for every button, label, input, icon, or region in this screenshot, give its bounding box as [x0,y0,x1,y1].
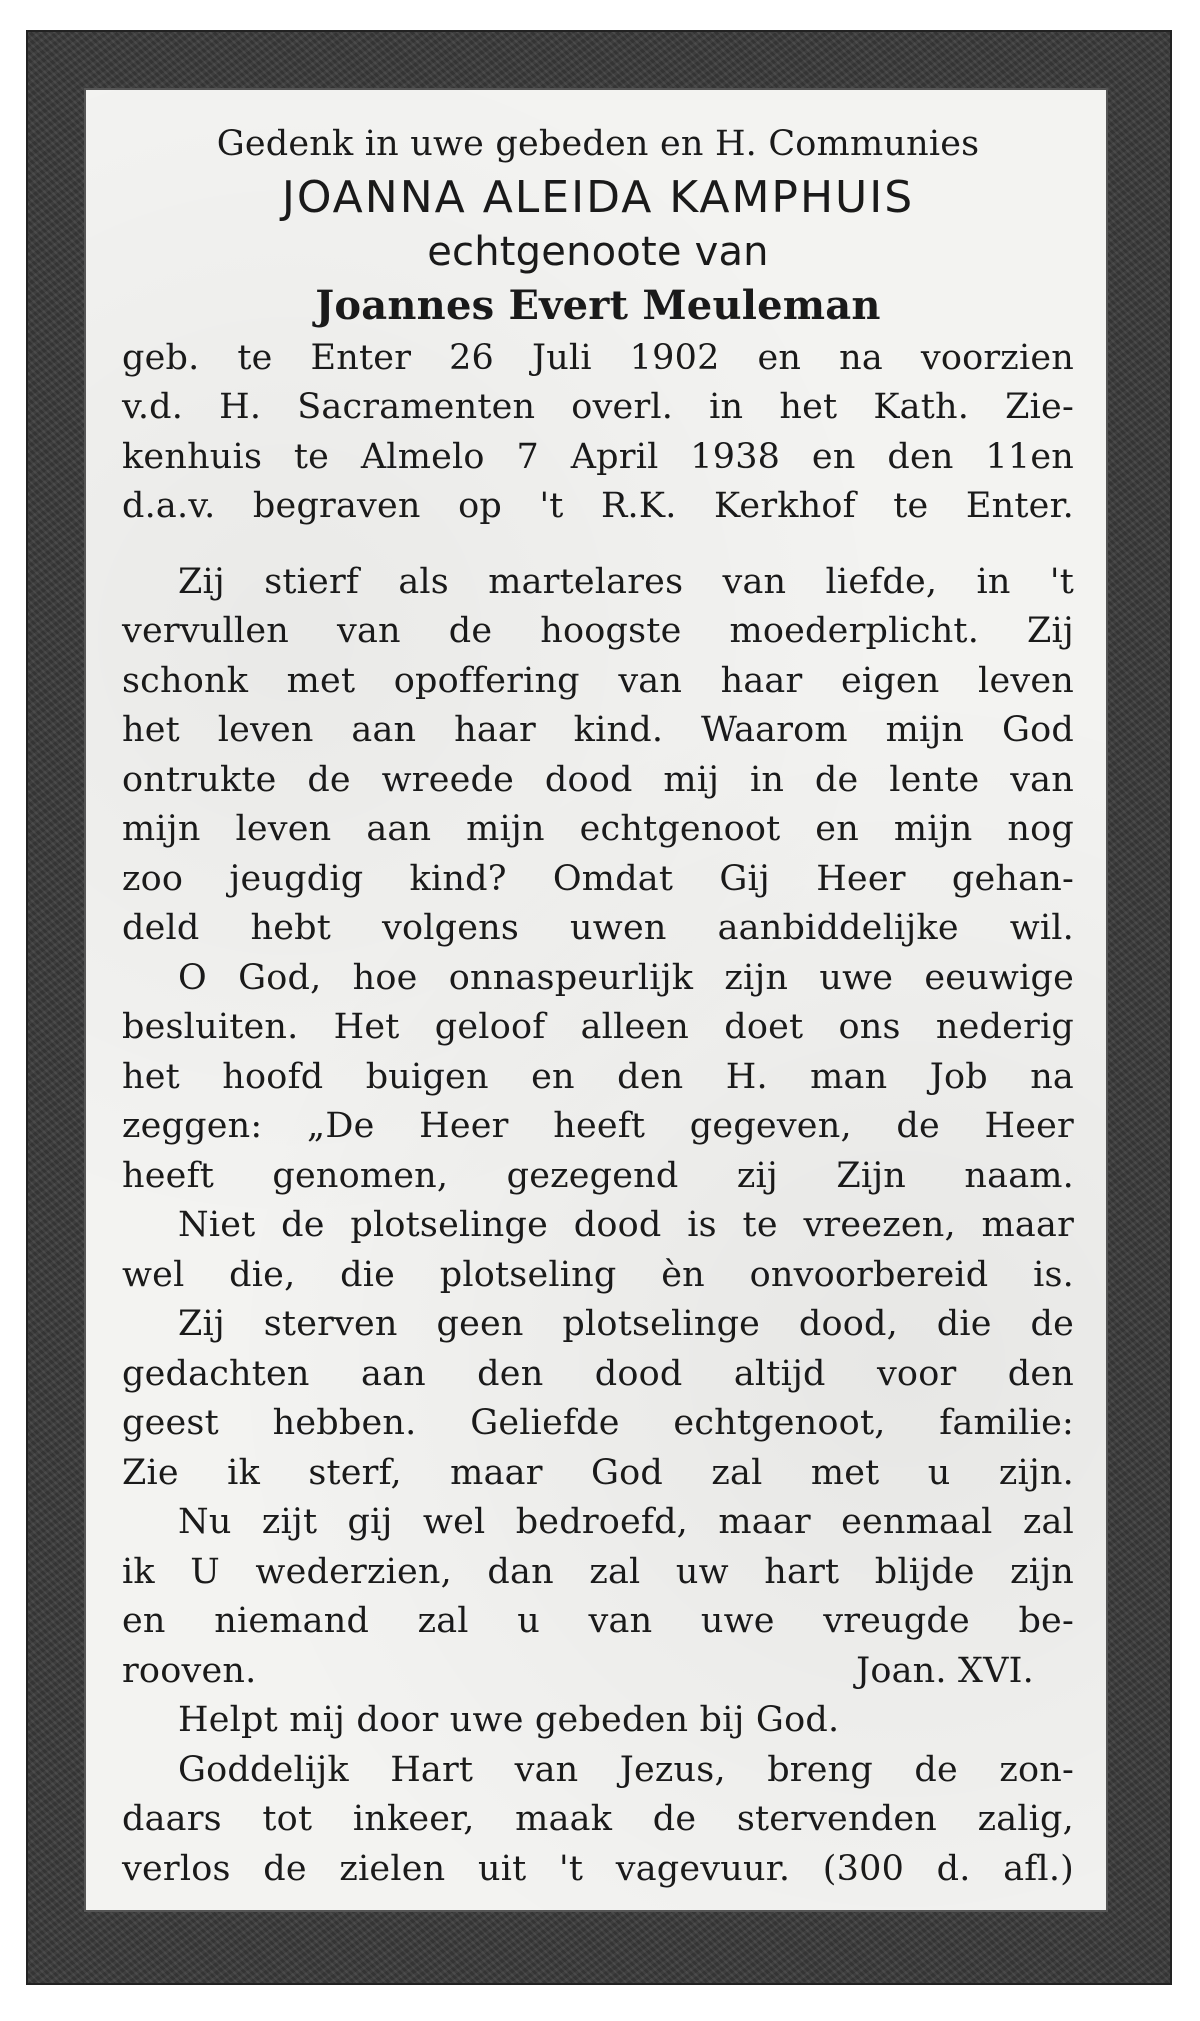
body-line: mijn leven aan mijn echtgenoot en mijn nog [122,809,1074,849]
body-line: deld hebt volgens uwen aanbiddelijke wil. [122,908,1074,948]
body-line: ontrukte de wreede dood mij in de lente van [122,759,1074,800]
prayer-line: Helpt mij door uwe gebeden bij God. [178,1700,840,1740]
section-gap [122,532,1074,558]
body-line: zoo jeugdig kind? Omdat Gij Heer gehan- [122,858,1074,899]
details-line: kenhuis te Almelo 7 April 1938 en den 11en [122,436,1074,477]
body-line: het hoofd buigen en den H. man Job na [122,1056,1074,1097]
body-line: heeft genomen, gezegend zij Zijn naam. [122,1155,1074,1196]
details-line: geb. te Enter 26 Juli 1902 en na voorzien [122,337,1074,378]
body-line: geest hebben. Geliefde echtgenoot, familie: [122,1403,1074,1443]
scripture-reference: Joan. XVI. [856,1650,1034,1691]
prayer-line: daars tot inkeer, maak de stervenden zalig, [122,1799,1074,1839]
body-line: besluiten. Het geloof alleen doet ons nederig [122,1007,1074,1047]
spouse-label: echtgenoote van [427,228,769,275]
memorial-card [86,90,1106,1910]
closing-line [122,1647,1074,1697]
details-line: v.d. H. Sacramenten overl. in het Kath. Zie- [122,387,1074,427]
deceased-name: JOANNA ALEIDA KAMPHUIS [281,171,915,223]
body-line: Nu zijt gij wel bedroefd, maar eenmaal zal [178,1502,1074,1542]
spouse-name: Joannes Evert Meuleman [315,281,881,329]
body-line: gedachten aan den dood altijd voor den [122,1353,1074,1394]
closing-word: rooven. [122,1650,257,1691]
body-line: vervullen van de hoogste moederplicht. Zij [122,611,1074,651]
body-line: Niet de plotselinge dood is te vreezen, maar [178,1205,1074,1245]
details-line: d.a.v. begraven op 't R.K. Kerkhof te Enter. [122,486,1074,526]
body-line: het leven aan haar kind. Waarom mijn God [122,710,1074,750]
body-line: Zij sterven geen plotselinge dood, die de [178,1304,1074,1344]
intro-line: Gedenk in uwe gebeden en H. Communies [216,124,980,164]
memorial-text [122,120,1074,1894]
body-line: zeggen: „De Heer heeft gegeven, de Heer [122,1106,1074,1146]
body-line: ik U wederzien, dan zal uw hart blijde zijn [122,1551,1074,1592]
body-line: Zie ik sterf, maar God zal met u zijn. [122,1452,1074,1493]
body-line: O God, hoe onnaspeurlijk zijn uwe eeuwige [178,957,1074,998]
body-line: Zij stierf als martelares van liefde, in 't [178,561,1074,602]
body-line: wel die, die plotseling èn onvoorbereid is. [122,1254,1074,1295]
prayer-line: verlos de zielen uit 't vagevuur. (300 d. afl.) [122,1848,1074,1889]
body-line: schonk met opoffering van haar eigen leven [122,660,1074,701]
mourning-card-border [26,30,1172,1985]
prayer-line: Goddelijk Hart van Jezus, breng de zon- [178,1749,1074,1790]
body-line: en niemand zal u van uwe vreugde be- [122,1601,1074,1641]
